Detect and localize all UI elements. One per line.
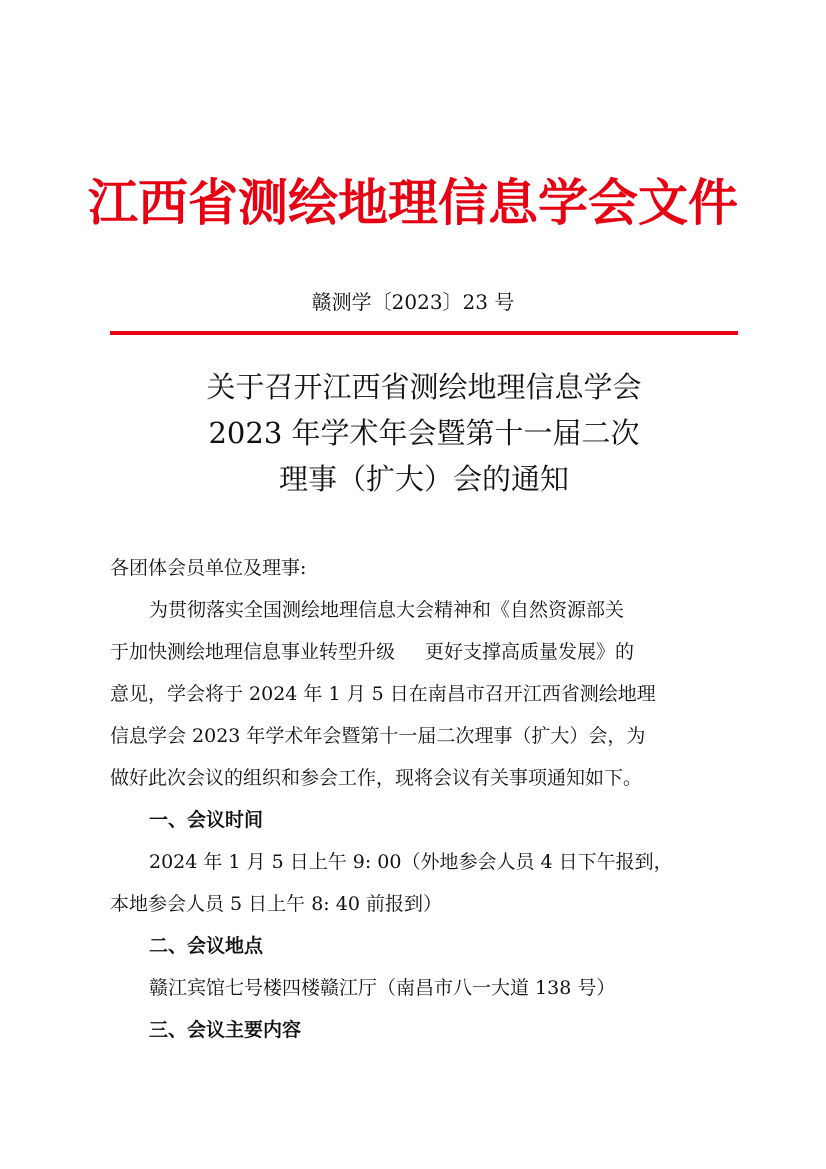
red-divider-line [110,331,738,335]
intro-line-5: 做好此次会议的组织和参会工作，现将会议有关事项通知如下。 [110,767,643,789]
intro-line-2-part-b: 更好支撑高质量发展》的 [425,641,635,663]
intro-line-4: 信息学会 2023 年学术年会暨第十一届二次理事（扩大）会，为 [110,725,646,747]
section-heading-main-content: 三、会议主要内容 [149,1019,302,1041]
section-heading-meeting-time: 一、会议时间 [149,809,264,831]
section-heading-meeting-place: 二、会议地点 [149,935,264,957]
notice-title [110,364,738,502]
notice-title-line-1: 关于召开江西省测绘地理信息学会 [206,370,642,404]
meeting-time-line-2: 本地参会人员 5 日上午 8: 40 前报到） [110,893,442,915]
document-number: 赣测学〔2023〕23 号 [311,290,515,314]
meeting-place-line-1: 赣江宾馆七号楼四楼赣江厅（南昌市八一大道 138 号） [149,977,616,999]
intro-line-3: 意见，学会将于 2024 年 1 月 5 日在南昌市召开江西省测绘地理 [110,683,656,705]
intro-line-2-part-a: 于加快测绘地理信息事业转型升级 [110,641,396,663]
intro-line-2 [110,631,720,673]
salutation: 各团体会员单位及理事: [110,557,307,579]
notice-title-line-2: 2023 年学术年会暨第十一届二次 [208,416,640,450]
document-header-title: 江西省测绘地理信息学会文件 [88,174,738,232]
notice-title-line-3: 理事（扩大）会的通知 [278,462,569,496]
intro-line-1: 为贯彻落实全国测绘地理信息大会精神和《自然资源部关 [149,599,625,621]
meeting-time-line-1: 2024 年 1 月 5 日上午 9: 00（外地参会人员 4 日下午报到， [149,851,673,873]
notice-body [110,547,720,1051]
